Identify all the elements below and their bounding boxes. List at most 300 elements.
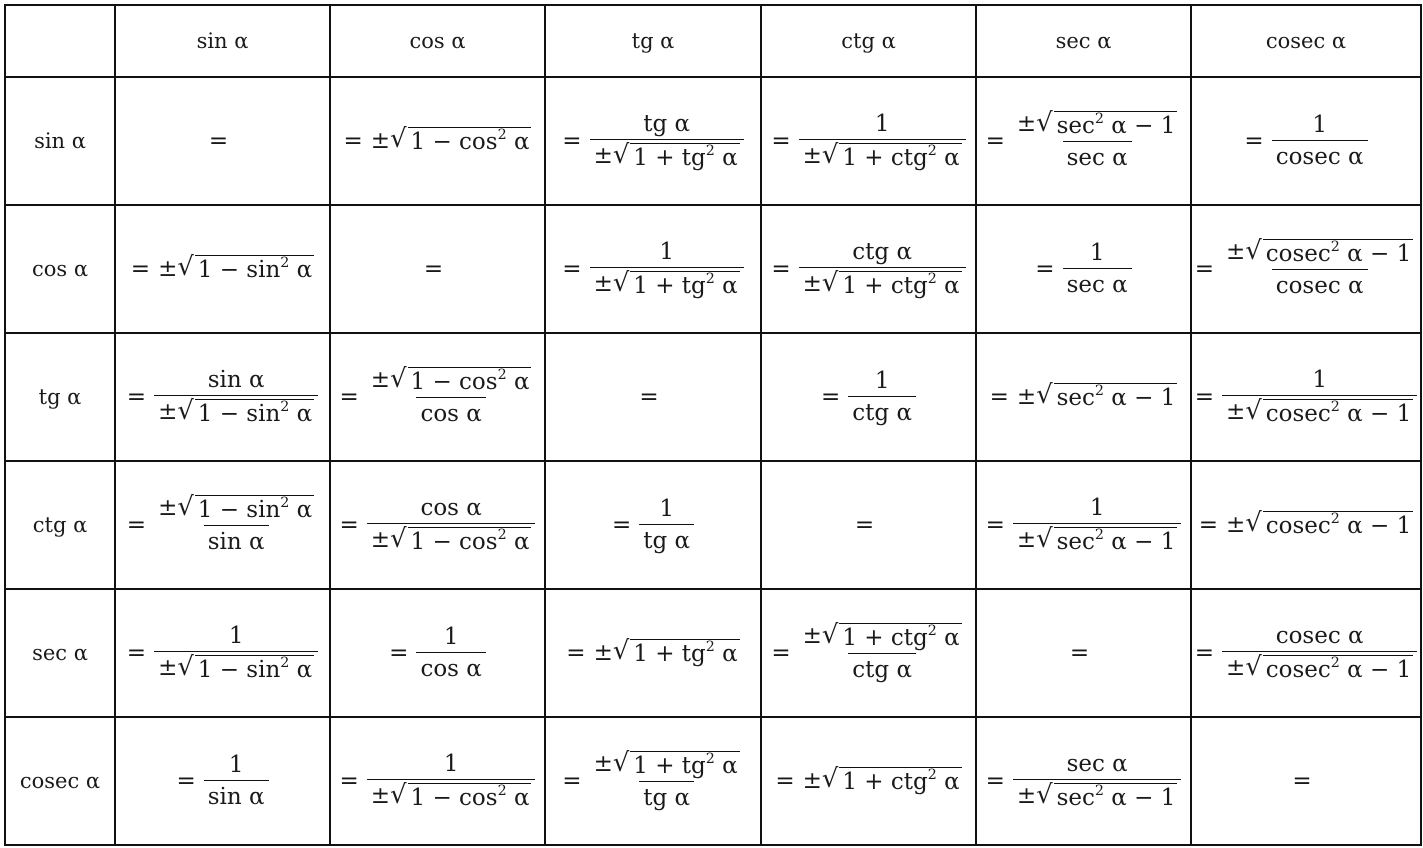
cell-tg-from-sin xyxy=(115,333,330,461)
square-root xyxy=(1245,508,1413,539)
square-root xyxy=(1036,524,1177,555)
column-header-ctg: ctg α xyxy=(761,5,976,77)
exponent: 2 xyxy=(927,143,937,160)
denominator-text: cosec α xyxy=(1275,144,1364,170)
fraction xyxy=(416,624,485,682)
radicand-text: 1 − cos xyxy=(410,529,498,555)
exponent: 2 xyxy=(280,255,290,272)
radicand-text: 1 − cos xyxy=(410,369,498,395)
cell-tg-from-tg xyxy=(545,333,761,461)
equals-sign: = xyxy=(854,512,875,538)
numerator-text: cosec α xyxy=(1275,623,1364,649)
plus-minus-sign: ± xyxy=(370,527,391,553)
numerator-text: 1 xyxy=(659,496,674,522)
fraction xyxy=(1272,112,1368,170)
denominator xyxy=(799,267,966,299)
plus-minus-sign: ± xyxy=(370,128,391,154)
square-root xyxy=(612,636,740,667)
plus-minus-sign: ± xyxy=(802,143,822,169)
radical-sign: √ xyxy=(612,140,630,170)
exponent: 2 xyxy=(927,623,937,640)
radicand xyxy=(1263,239,1413,267)
square-root xyxy=(1245,396,1413,427)
equals-sign: = xyxy=(1194,640,1215,666)
equals-sign: = xyxy=(1194,256,1215,282)
exponent: 2 xyxy=(1330,511,1340,528)
formula xyxy=(1195,623,1417,683)
denominator-text: cos α xyxy=(420,656,482,682)
header-row xyxy=(5,5,1421,77)
numerator xyxy=(1063,751,1132,779)
radical-sign: √ xyxy=(612,636,630,666)
radicand xyxy=(839,623,961,651)
plus-minus-sign: ± xyxy=(1226,512,1246,538)
numerator xyxy=(799,620,966,653)
plus-minus-sign: ± xyxy=(802,271,822,297)
plus-minus-sign: ± xyxy=(593,143,613,169)
row-header-cosec: cosec α xyxy=(5,717,115,845)
numerator xyxy=(1086,495,1109,523)
square-root xyxy=(390,524,531,555)
formula xyxy=(775,764,961,795)
numerator xyxy=(225,752,248,780)
radicand-tail: α − 1 xyxy=(1339,241,1412,267)
cell-sec-from-cos xyxy=(330,589,545,717)
cell-sin-from-tg xyxy=(545,77,761,205)
formula xyxy=(339,364,536,427)
fraction xyxy=(799,111,966,171)
cell-sec-from-sec xyxy=(976,589,1191,717)
row-header-tg: tg α xyxy=(5,333,115,461)
denominator xyxy=(367,779,536,811)
exponent: 2 xyxy=(1094,783,1104,800)
row-header-ctg: ctg α xyxy=(5,461,115,589)
radicand xyxy=(630,751,739,779)
equals-sign: = xyxy=(775,768,795,794)
cell-sec-from-cosec xyxy=(1191,589,1421,717)
cell-sec-from-ctg xyxy=(761,589,976,717)
radical-sign: √ xyxy=(177,396,194,426)
exponent: 2 xyxy=(927,767,937,784)
numerator xyxy=(655,496,678,524)
numerator-text: 1 xyxy=(443,624,459,650)
cell-cos-from-cosec xyxy=(1191,205,1421,333)
equals-sign: = xyxy=(1292,768,1312,794)
denominator xyxy=(799,139,966,171)
cell-cos-from-cos xyxy=(330,205,545,333)
fraction xyxy=(204,752,269,810)
radicand-text: 1 − sin xyxy=(197,401,281,427)
numerator xyxy=(154,492,318,525)
radicand-text: 1 + ctg xyxy=(842,769,928,795)
radical-sign: √ xyxy=(1245,236,1262,266)
plus-minus-sign: ± xyxy=(370,367,391,393)
numerator xyxy=(1308,112,1331,140)
plus-minus-sign: ± xyxy=(593,271,613,297)
exponent: 2 xyxy=(705,143,715,160)
cell-sin-from-ctg xyxy=(761,77,976,205)
fraction xyxy=(154,367,318,427)
square-root xyxy=(612,268,740,299)
square-root xyxy=(1245,652,1413,683)
cell-cosec-from-sec xyxy=(976,717,1191,845)
exponent: 2 xyxy=(497,783,507,800)
formula xyxy=(821,368,916,426)
formula xyxy=(771,111,965,171)
exponent: 2 xyxy=(1330,655,1340,672)
radicand-tail: α xyxy=(506,369,530,395)
exponent: 2 xyxy=(705,751,715,768)
radicand xyxy=(630,639,739,667)
formula xyxy=(771,620,965,683)
plus-minus-sign: ± xyxy=(1016,783,1037,809)
radicand xyxy=(408,783,532,811)
equals-sign: = xyxy=(562,768,582,794)
equals-sign: = xyxy=(339,512,359,538)
formula xyxy=(1070,640,1097,666)
numerator-text: 1 xyxy=(659,239,674,265)
radicand xyxy=(195,655,314,683)
denominator-text: ctg α xyxy=(852,400,912,426)
cell-cos-from-sec xyxy=(976,205,1191,333)
radical-sign: √ xyxy=(612,748,630,778)
radicand-tail: α − 1 xyxy=(1339,513,1412,539)
denominator xyxy=(1272,140,1368,170)
column-header-cos: cos α xyxy=(330,5,545,77)
radicand-text: 1 + ctg xyxy=(842,273,928,299)
formula xyxy=(986,751,1182,811)
radicand-text: 1 − cos xyxy=(410,129,498,155)
numerator-text: 1 xyxy=(443,751,459,777)
radicand xyxy=(630,271,739,299)
equals-sign: = xyxy=(989,384,1009,410)
cell-cos-from-tg xyxy=(545,205,761,333)
formula xyxy=(127,367,318,427)
exponent: 2 xyxy=(1330,399,1340,416)
formula xyxy=(855,512,882,538)
equals-sign: = xyxy=(1194,384,1215,410)
denominator xyxy=(154,651,318,683)
equals-sign: = xyxy=(389,640,409,666)
radicand-tail: α − 1 xyxy=(1103,785,1176,811)
square-root xyxy=(177,396,314,427)
fraction xyxy=(799,620,966,683)
radicand-tail: α xyxy=(936,769,960,795)
radicand xyxy=(1263,399,1413,427)
equals-sign: = xyxy=(985,512,1005,538)
equals-sign: = xyxy=(566,640,586,666)
denominator xyxy=(416,652,485,682)
denominator xyxy=(1222,651,1417,683)
radical-sign: √ xyxy=(177,492,194,522)
square-root xyxy=(612,748,740,779)
column-header-sin: sin α xyxy=(115,5,330,77)
radicand-tail: α xyxy=(289,497,313,523)
denominator xyxy=(1013,779,1181,811)
cell-sec-from-sin xyxy=(115,589,330,717)
radical-sign: √ xyxy=(177,652,194,682)
numerator xyxy=(416,495,485,523)
formula xyxy=(985,108,1182,171)
denominator xyxy=(639,781,694,811)
numerator xyxy=(871,111,894,139)
fraction xyxy=(1063,240,1132,298)
fraction xyxy=(154,492,318,555)
exponent: 2 xyxy=(280,399,290,416)
formula xyxy=(566,636,739,667)
equals-sign: = xyxy=(821,384,841,410)
radicand-text: 1 − sin xyxy=(197,657,281,683)
fraction xyxy=(639,496,694,554)
formula xyxy=(1195,367,1417,427)
radical-sign: √ xyxy=(1036,524,1053,554)
cell-cosec-from-tg xyxy=(545,717,761,845)
fraction xyxy=(848,368,916,426)
square-root xyxy=(821,140,962,171)
row-header-cos: cos α xyxy=(5,205,115,333)
plus-minus-sign: ± xyxy=(370,783,391,809)
formula xyxy=(612,496,694,554)
radicand xyxy=(1263,655,1413,683)
numerator-text: cos α xyxy=(420,495,482,521)
exponent: 2 xyxy=(497,367,507,384)
equals-sign: = xyxy=(423,256,444,282)
numerator-text: tg α xyxy=(643,111,691,137)
radicand xyxy=(195,495,314,523)
trig-conversion-table xyxy=(4,4,1422,846)
radicand-tail: α xyxy=(289,401,313,427)
row-cos xyxy=(5,205,1421,333)
radicand-text: cosec xyxy=(1265,513,1331,539)
formula xyxy=(176,752,268,810)
radicand-tail: α xyxy=(714,641,738,667)
square-root xyxy=(1036,108,1177,139)
numerator xyxy=(1222,236,1417,269)
radical-sign: √ xyxy=(1036,108,1053,138)
numerator xyxy=(440,624,463,652)
numerator xyxy=(1086,240,1109,268)
square-root xyxy=(1245,236,1413,267)
radicand-tail: α − 1 xyxy=(1339,401,1412,427)
denominator-text: tg α xyxy=(643,528,691,554)
plus-minus-sign: ± xyxy=(1016,384,1037,410)
radicand-text: 1 + tg xyxy=(633,641,706,667)
radical-sign: √ xyxy=(390,124,407,154)
plus-minus-sign: ± xyxy=(1016,527,1037,553)
radicand-tail: α xyxy=(714,753,738,779)
exponent: 2 xyxy=(1094,383,1104,400)
plus-minus-sign: ± xyxy=(158,399,178,425)
numerator xyxy=(871,368,894,396)
formula xyxy=(1292,768,1319,794)
radicand xyxy=(1263,511,1413,539)
formula xyxy=(639,384,666,410)
formula xyxy=(562,111,743,171)
radicand xyxy=(195,255,314,283)
formula xyxy=(343,124,532,155)
numerator xyxy=(225,623,248,651)
radicand xyxy=(1054,783,1178,811)
equals-sign: = xyxy=(639,384,659,410)
formula xyxy=(986,495,1182,555)
denominator xyxy=(639,524,694,554)
numerator xyxy=(655,239,678,267)
square-root xyxy=(390,364,531,395)
equals-sign: = xyxy=(771,640,791,666)
fraction xyxy=(590,111,744,171)
denominator-text: sec α xyxy=(1066,145,1128,171)
radicand-tail: α − 1 xyxy=(1339,657,1412,683)
numerator-text: 1 xyxy=(1312,367,1327,393)
cell-ctg-from-cos xyxy=(330,461,545,589)
plus-minus-sign: ± xyxy=(802,623,822,649)
row-header-sec: sec α xyxy=(5,589,115,717)
exponent: 2 xyxy=(705,639,715,656)
denominator-text: cosec α xyxy=(1275,273,1364,299)
formula xyxy=(1035,240,1131,298)
plus-minus-sign: ± xyxy=(593,640,613,666)
denominator xyxy=(204,780,269,810)
row-sin xyxy=(5,77,1421,205)
exponent: 2 xyxy=(497,527,507,544)
numerator-text: 1 xyxy=(228,623,244,649)
radicand-tail: α xyxy=(506,529,530,555)
denominator xyxy=(1063,268,1132,298)
radicand-tail: α xyxy=(936,273,960,299)
radicand xyxy=(408,367,532,395)
fraction xyxy=(367,495,536,555)
fraction xyxy=(1222,236,1417,299)
equals-sign: = xyxy=(1035,256,1055,282)
cell-cosec-from-cosec xyxy=(1191,717,1421,845)
equals-sign: = xyxy=(339,768,359,794)
radicand-text: 1 + tg xyxy=(633,753,706,779)
fraction xyxy=(367,751,536,811)
numerator xyxy=(367,364,536,397)
plus-minus-sign: ± xyxy=(1016,111,1037,137)
radicand xyxy=(1054,111,1178,139)
denominator xyxy=(416,397,485,427)
fraction xyxy=(590,239,744,299)
radicand-tail: α xyxy=(936,625,960,651)
equals-sign: = xyxy=(126,640,147,666)
equals-sign: = xyxy=(1244,128,1264,154)
equals-sign: = xyxy=(611,512,632,538)
equals-sign: = xyxy=(985,768,1005,794)
cell-sin-from-cosec xyxy=(1191,77,1421,205)
radical-sign: √ xyxy=(1245,652,1262,682)
radicand xyxy=(408,527,532,555)
radicand-tail: α xyxy=(289,257,313,283)
radicand-text: sec xyxy=(1056,385,1095,411)
exponent: 2 xyxy=(1094,527,1104,544)
plus-minus-sign: ± xyxy=(593,751,613,777)
fraction xyxy=(1013,108,1181,171)
formula xyxy=(127,623,318,683)
square-root xyxy=(1036,780,1177,811)
plus-minus-sign: ± xyxy=(1226,399,1246,425)
radicand-tail: α − 1 xyxy=(1103,385,1176,411)
cell-tg-from-ctg xyxy=(761,333,976,461)
equals-sign: = xyxy=(1069,640,1090,666)
numerator-text: sec α xyxy=(1066,751,1128,777)
exponent: 2 xyxy=(280,495,290,512)
radicand-tail: α xyxy=(714,273,738,299)
numerator-text: 1 xyxy=(874,368,890,394)
radical-sign: √ xyxy=(612,268,630,298)
numerator xyxy=(639,111,694,139)
formula xyxy=(389,624,486,682)
equals-sign: = xyxy=(562,128,582,154)
numerator-text: 1 xyxy=(874,111,890,137)
exponent: 2 xyxy=(705,271,715,288)
cell-cos-from-ctg xyxy=(761,205,976,333)
denominator xyxy=(204,525,269,555)
radicand-tail: α xyxy=(289,657,313,683)
radicand xyxy=(839,767,961,795)
equals-sign: = xyxy=(339,384,359,410)
plus-minus-sign: ± xyxy=(802,768,822,794)
denominator xyxy=(848,396,916,426)
square-root xyxy=(612,140,740,171)
row-sec xyxy=(5,589,1421,717)
radicand-text: sec xyxy=(1056,785,1095,811)
numerator xyxy=(848,239,916,267)
denominator xyxy=(1272,269,1368,299)
radicand-text: 1 + tg xyxy=(633,145,706,171)
radicand-text: sec xyxy=(1056,529,1095,555)
square-root xyxy=(177,652,314,683)
radicand xyxy=(1054,527,1178,555)
radical-sign: √ xyxy=(1036,780,1053,810)
numerator-text: 1 xyxy=(1089,495,1105,521)
numerator xyxy=(590,748,744,781)
fraction xyxy=(1013,751,1181,811)
formula xyxy=(562,748,743,811)
denominator-text: cos α xyxy=(420,401,482,427)
cell-cosec-from-cos xyxy=(330,717,545,845)
cell-sec-from-tg xyxy=(545,589,761,717)
cell-ctg-from-sec xyxy=(976,461,1191,589)
denominator xyxy=(1063,141,1132,171)
row-cosec xyxy=(5,717,1421,845)
formula xyxy=(1194,236,1417,299)
radical-sign: √ xyxy=(821,140,839,170)
equals-sign: = xyxy=(126,384,147,410)
radicand-text: cosec xyxy=(1265,401,1331,427)
cell-cosec-from-ctg xyxy=(761,717,976,845)
radical-sign: √ xyxy=(821,620,839,650)
plus-minus-sign: ± xyxy=(158,655,178,681)
square-root xyxy=(390,780,531,811)
radicand-text: 1 − sin xyxy=(197,497,281,523)
row-tg xyxy=(5,333,1421,461)
radicand xyxy=(839,271,961,299)
radical-sign: √ xyxy=(821,268,839,298)
square-root xyxy=(1036,380,1177,411)
row-ctg xyxy=(5,461,1421,589)
radicand-tail: α xyxy=(936,145,960,171)
radical-sign: √ xyxy=(390,780,407,810)
equals-sign: = xyxy=(771,128,791,154)
fraction xyxy=(1013,495,1181,555)
radical-sign: √ xyxy=(1245,508,1262,538)
formula xyxy=(989,380,1178,411)
denominator xyxy=(154,395,318,427)
exponent: 2 xyxy=(1094,111,1104,128)
denominator-text: sin α xyxy=(207,784,265,810)
radical-sign: √ xyxy=(1036,380,1053,410)
